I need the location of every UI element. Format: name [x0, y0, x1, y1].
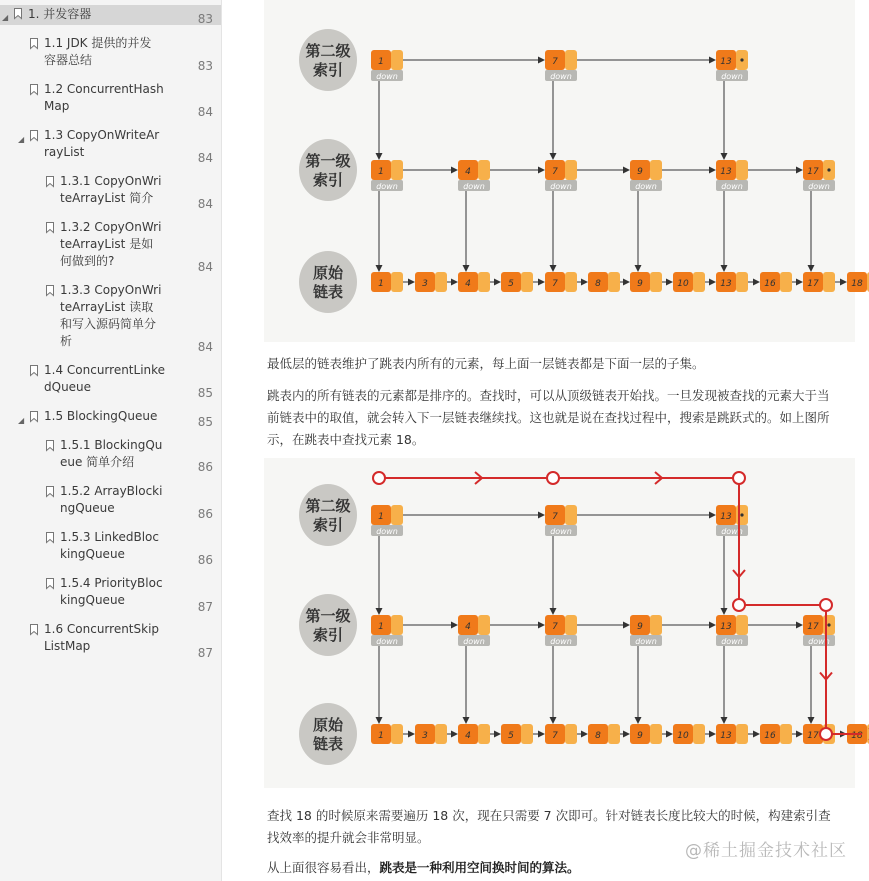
search-path [373, 472, 869, 740]
skiplist-node [501, 724, 533, 744]
toc-item[interactable] [0, 81, 221, 115]
toc-item[interactable] [0, 529, 221, 563]
toc-page-number: 85 [197, 415, 213, 429]
toc-sidebar [0, 0, 222, 881]
paragraph-4-bold: 跳表是一种利用空间换时间的算法。 [379, 860, 580, 875]
skiplist-node [545, 505, 577, 536]
skiplist-node [716, 160, 748, 191]
node-value: 3 [422, 279, 428, 289]
toc-item[interactable] [0, 575, 221, 609]
skiplist-node [458, 615, 490, 646]
toc-item[interactable] [0, 127, 221, 161]
node-value: 7 [552, 622, 558, 632]
node-value: 13 [720, 512, 732, 522]
toc-page-number: 86 [197, 507, 213, 521]
skiplist-node [545, 272, 577, 292]
skiplist-node [371, 724, 403, 744]
node-value: 1 [378, 622, 384, 632]
level-label-text: 原始 [312, 264, 344, 282]
node-value: 1 [378, 279, 384, 289]
level-label-bubble [299, 703, 357, 765]
node-value: 16 [764, 731, 776, 741]
watermark-text: @稀土掘金技术社区 [685, 841, 847, 861]
skiplist-node [458, 724, 490, 744]
toc-item[interactable] [0, 362, 221, 396]
toc-item-label: 1.3 CopyOnWriteAr rayList [44, 128, 160, 159]
toc-item[interactable] [0, 282, 221, 350]
toc-item[interactable] [0, 5, 221, 25]
skiplist-node [371, 272, 403, 292]
down-label: down [463, 182, 485, 191]
toc-page-number: 86 [197, 460, 213, 474]
node-value: 13 [720, 622, 732, 632]
down-label: down [721, 637, 743, 646]
skiplist-node [716, 50, 748, 81]
expand-toggle-icon[interactable]: ◢ [18, 135, 25, 144]
node-value: 1 [378, 57, 384, 67]
node-value: 18 [851, 731, 863, 741]
down-label: down [376, 72, 398, 81]
skiplist-node [458, 272, 490, 292]
node-value: 9 [637, 622, 643, 632]
main-content [222, 0, 869, 881]
skiplist-node [545, 615, 577, 646]
down-label: down [808, 637, 830, 646]
skiplist-node [716, 272, 748, 292]
skiplist-diagram-canvas [264, 0, 863, 342]
toc-item-label: 1.5.2 ArrayBlocki ngQueue [60, 484, 163, 515]
paragraph-1: 最低层的链表维护了跳表内所有的元素，每上面一层链表都是下面一层的子集。 [267, 356, 705, 371]
node-value: 13 [720, 57, 732, 67]
level-label-text: 第一级 [305, 152, 351, 170]
paragraph-4-prefix: 从上面很容易看出， [267, 860, 380, 875]
node-value: 3 [422, 731, 428, 741]
toc-item-label: 1.2 ConcurrentHash Map [44, 82, 164, 113]
toc-item-label: 1.5.1 BlockingQu eue 简单介绍 [60, 438, 163, 469]
skiplist-node [630, 272, 662, 292]
toc-page-number: 85 [197, 386, 213, 400]
level-label-text: 第二级 [305, 497, 351, 515]
toc-item[interactable] [0, 173, 221, 207]
node-value: 13 [720, 167, 732, 177]
node-value: 17 [807, 167, 819, 177]
skiplist-node [803, 160, 835, 191]
toc-item-label: 1. 并发容器 [28, 7, 92, 21]
skiplist-diagram [264, 0, 863, 342]
down-label: down [463, 637, 485, 646]
skiplist-node [545, 160, 577, 191]
down-label: down [550, 72, 572, 81]
skiplist-node [716, 724, 748, 744]
bookmark-icon [46, 222, 54, 233]
skiplist-node [371, 50, 403, 81]
level-label-text: 原始 [312, 716, 344, 734]
level-label-text: 第一级 [305, 607, 351, 625]
skiplist-node [803, 615, 835, 646]
skiplist-node [588, 272, 620, 292]
bookmark-icon [46, 532, 54, 543]
down-label: down [376, 527, 398, 536]
skiplist-node [630, 724, 662, 744]
skiplist-node [716, 505, 748, 536]
toc-page-number: 84 [197, 105, 213, 119]
skiplist-node [501, 272, 533, 292]
toc-page-number: 87 [197, 646, 213, 660]
node-value: 13 [720, 731, 732, 741]
skiplist-node [371, 160, 403, 191]
toc-page-number: 84 [197, 260, 213, 274]
toc-item-label: 1.3.2 CopyOnWri teArrayList 是如 何做到的? [60, 220, 162, 268]
node-value: 7 [552, 731, 558, 741]
level-label-text: 链表 [312, 735, 344, 753]
level-label-bubble [299, 594, 357, 656]
level-label-text: 第二级 [305, 42, 351, 60]
toc-item[interactable] [0, 219, 221, 270]
toc-item-label: 1.3.3 CopyOnWri teArrayList 读取 和写入源码简单分 析 [60, 283, 162, 348]
node-value: 7 [552, 167, 558, 177]
skiplist-node [588, 724, 620, 744]
skiplist-node [545, 50, 577, 81]
toc-page-number: 83 [197, 59, 213, 73]
toc-page-number: 84 [197, 197, 213, 211]
skiplist-node [673, 724, 705, 744]
skiplist-node [716, 615, 748, 646]
toc-item-label: 1.6 ConcurrentSkip ListMap [44, 622, 160, 653]
toc-item-label: 1.5 BlockingQueue [44, 409, 158, 423]
toc-item[interactable] [0, 621, 221, 655]
skiplist-node [673, 272, 705, 292]
paragraph-2: 跳表内的所有链表的元素都是排序的。查找时，可以从顶级链表开始找。一旦发现被查找的元素大于当 前链表中的取值，就会转入下一层链表继续找。这也就是说在查找过程中，搜索是跳跃式的。如上图所 示，在跳表中查找元素 18。 [267, 388, 830, 447]
skiplist-node [760, 272, 792, 292]
down-label: down [376, 182, 398, 191]
node-value: 5 [508, 279, 514, 289]
toc-item[interactable] [0, 437, 221, 471]
node-value: 5 [508, 731, 514, 741]
toc-page-number: 86 [197, 553, 213, 567]
bookmark-icon [30, 84, 38, 95]
down-label: down [550, 527, 572, 536]
level-label-bubble [299, 484, 357, 546]
node-value: 9 [637, 167, 643, 177]
bookmark-icon [30, 411, 38, 422]
node-value: 17 [807, 622, 819, 632]
paragraph-3: 查找 18 的时候原来需要遍历 18 次，现在只需要 7 次即可。针对链表长度比较大的时候，构建索引查 找效率的提升就会非常明显。 [267, 808, 831, 845]
bookmark-icon [14, 8, 22, 19]
bookmark-icon [30, 624, 38, 635]
down-label: down [550, 637, 572, 646]
bookmark-icon [46, 578, 54, 589]
bookmark-icon [30, 130, 38, 141]
down-label: down [635, 182, 657, 191]
node-value: 4 [465, 279, 471, 289]
node-value: 7 [552, 279, 558, 289]
toc-item-label: 1.4 ConcurrentLinke dQueue [44, 363, 166, 394]
node-value: 1 [378, 512, 384, 522]
level-label-text: 索引 [312, 171, 344, 189]
expand-toggle-icon[interactable]: ◢ [2, 13, 9, 22]
toc-item[interactable] [0, 483, 221, 517]
down-label: down [721, 182, 743, 191]
toc-item[interactable] [0, 408, 221, 425]
toc-item-label: 1.5.3 LinkedBloc kingQueue [60, 530, 159, 561]
down-label: down [635, 637, 657, 646]
skiplist-node [760, 724, 792, 744]
skiplist-node [630, 160, 662, 191]
skiplist-search-diagram-canvas [264, 458, 863, 788]
down-label: down [808, 182, 830, 191]
node-value: 7 [552, 512, 558, 522]
bookmark-icon [46, 176, 54, 187]
level-label-text: 链表 [312, 283, 344, 301]
node-value: 4 [465, 167, 471, 177]
toc-item[interactable] [0, 35, 221, 69]
bookmark-icon [46, 440, 54, 451]
node-value: 9 [637, 731, 643, 741]
node-value: 18 [851, 279, 863, 289]
node-value: 17 [807, 731, 819, 741]
skiplist-node [545, 724, 577, 744]
level-label-text: 索引 [312, 626, 344, 644]
node-value: 9 [637, 279, 643, 289]
toc-page-number: 84 [197, 151, 213, 165]
toc-item-label: 1.5.4 PriorityBloc kingQueue [60, 576, 163, 607]
skiplist-graph [299, 29, 869, 313]
level-label-text: 索引 [312, 61, 344, 79]
skiplist-node [458, 160, 490, 191]
skiplist-node [371, 505, 403, 536]
node-value: 16 [764, 279, 776, 289]
skiplist-node [803, 272, 835, 292]
node-value: 13 [720, 279, 732, 289]
node-value: 4 [465, 622, 471, 632]
skiplist-graph [299, 484, 869, 765]
level-label-bubble [299, 29, 357, 91]
skiplist-search-diagram [264, 458, 863, 788]
node-value: 8 [595, 279, 601, 289]
node-value: 8 [595, 731, 601, 741]
node-value: 10 [677, 279, 689, 289]
down-label: down [721, 527, 743, 536]
node-value: 1 [378, 731, 384, 741]
toc-page-number: 84 [197, 340, 213, 354]
bookmark-icon [46, 486, 54, 497]
down-label: down [550, 182, 572, 191]
bookmark-icon [30, 38, 38, 49]
node-value: 1 [378, 167, 384, 177]
skiplist-node [630, 615, 662, 646]
down-label: down [376, 637, 398, 646]
expand-toggle-icon[interactable]: ◢ [18, 416, 25, 425]
toc-item-label: 1.3.1 CopyOnWri teArrayList 简介 [60, 174, 162, 205]
node-value: 17 [807, 279, 819, 289]
node-value: 4 [465, 731, 471, 741]
bookmark-icon [46, 285, 54, 296]
skiplist-node [371, 615, 403, 646]
node-value: 7 [552, 57, 558, 67]
level-label-bubble [299, 139, 357, 201]
level-label-bubble [299, 251, 357, 313]
skiplist-node [415, 724, 447, 744]
toc-page-number: 87 [197, 600, 213, 614]
toc-page-number: 83 [197, 12, 213, 26]
skiplist-node [847, 272, 869, 292]
node-value: 10 [677, 731, 689, 741]
down-label: down [721, 72, 743, 81]
skiplist-node [415, 272, 447, 292]
toc-item-label: 1.1 JDK 提供的并发 容器总结 [44, 36, 152, 67]
level-label-text: 索引 [312, 516, 344, 534]
bookmark-icon [30, 365, 38, 376]
